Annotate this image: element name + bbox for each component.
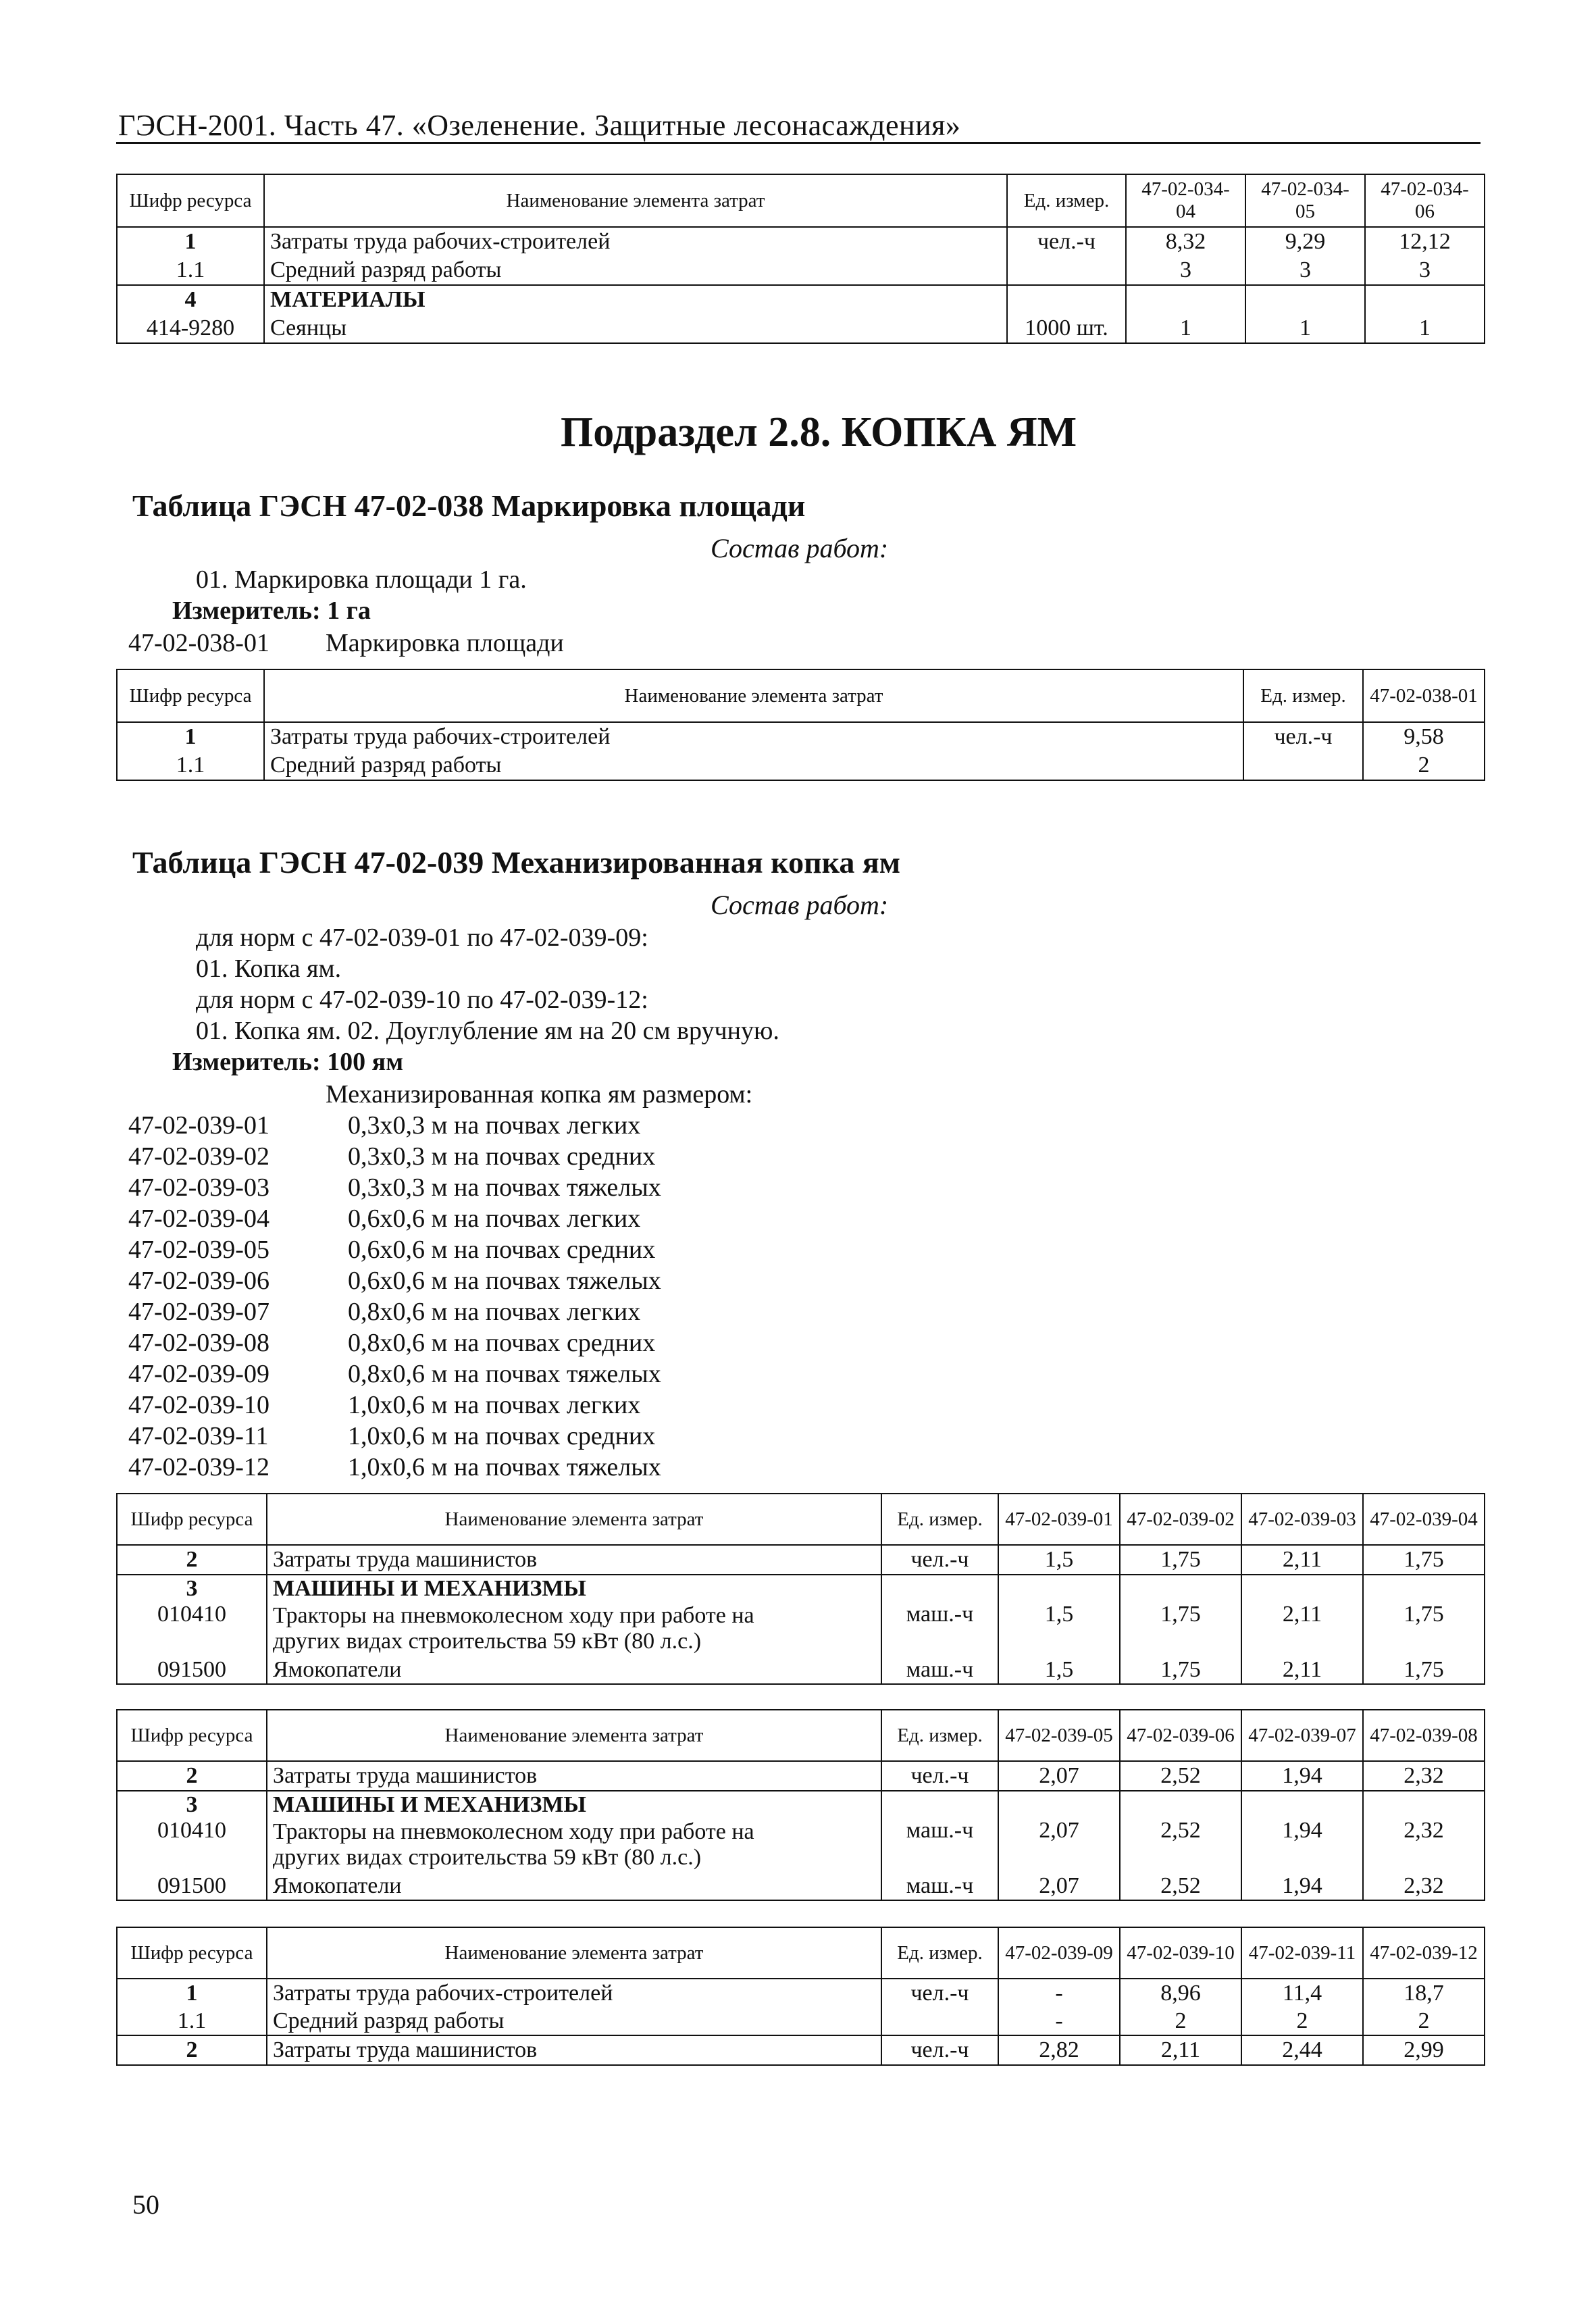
table-034	[116, 174, 1485, 344]
row-code: 3	[117, 1791, 267, 1818]
row-unit: маш.-ч	[881, 1872, 998, 1900]
table-row	[117, 1545, 1485, 1575]
table-039-a	[116, 1493, 1485, 1685]
table-row	[117, 1575, 1485, 1602]
col-name-header: Наименование элемента затрат	[264, 174, 1007, 227]
col-norm-header: 47-02-034-04	[1126, 174, 1245, 227]
row-value: 2,32	[1363, 1761, 1485, 1791]
empty-cell	[1363, 1575, 1485, 1602]
row-value: 2,11	[1241, 1602, 1363, 1656]
row-value: 2,52	[1120, 1872, 1241, 1900]
row-value: 1,94	[1241, 1818, 1363, 1872]
norm-desc: 0,8х0,6 м на почвах тяжелых	[348, 1360, 661, 1388]
row-name: Средний разряд работы	[264, 751, 1243, 780]
table-row	[117, 751, 1485, 780]
work-item: 01. Копка ям. 02. Доуглубление ям на 20 см вручную.	[196, 1017, 779, 1045]
row-value: 8,32	[1126, 227, 1245, 255]
norm-desc: 0,6х0,6 м на почвах средних	[348, 1236, 656, 1264]
table-039-c	[116, 1927, 1485, 2066]
empty-cell	[1120, 1575, 1241, 1602]
norm-desc: 0,3х0,3 м на почвах средних	[348, 1142, 656, 1171]
row-value: 2,11	[1120, 2035, 1241, 2065]
table-row	[117, 1872, 1485, 1900]
table-row	[117, 1602, 1485, 1656]
table-row	[117, 1791, 1485, 1818]
row-name: Средний разряд работы	[267, 2007, 881, 2035]
running-header: ГЭСН-2001. Часть 47. «Озеленение. Защитные лесонасаждения»	[118, 109, 961, 142]
norm-code: 47-02-039-01	[128, 1111, 269, 1140]
col-norm-header: 47-02-034-06	[1365, 174, 1485, 227]
row-code: 1	[117, 1979, 267, 2007]
row-name: Затраты труда машинистов	[267, 1761, 881, 1791]
norm-code: 47-02-039-10	[128, 1391, 269, 1419]
norm-desc: 0,6х0,6 м на почвах легких	[348, 1204, 641, 1233]
row-value	[1245, 285, 1365, 313]
row-code: 091500	[117, 1872, 267, 1900]
row-value	[1365, 285, 1485, 313]
work-item: для норм с 47-02-039-01 по 47-02-039-09:	[196, 923, 648, 952]
row-value: 3	[1126, 255, 1245, 285]
row-code: 2	[117, 1545, 267, 1575]
col-norm-header: 47-02-039-12	[1363, 1927, 1485, 1979]
row-unit: маш.-ч	[881, 1656, 998, 1684]
row-value: 2,32	[1363, 1818, 1485, 1872]
norm-desc: 0,3х0,3 м на почвах легких	[348, 1111, 641, 1140]
col-name-header: Наименование элемента затрат	[267, 1710, 881, 1761]
row-name-line: других видах строительства 59 кВт (80 л.с.)	[273, 1845, 702, 1870]
row-value: 2,82	[998, 2035, 1120, 2065]
row-value: 2	[1363, 751, 1485, 780]
measure-unit: Измеритель: 100 ям	[172, 1048, 404, 1076]
col-name-header: Наименование элемента затрат	[267, 1494, 881, 1545]
row-code: 1	[117, 722, 264, 751]
row-unit: чел.-ч	[1243, 722, 1363, 751]
row-unit	[1243, 751, 1363, 780]
table-039-b	[116, 1709, 1485, 1901]
row-name: Средний разряд работы	[264, 255, 1007, 285]
norm-desc: 0,8х0,6 м на почвах средних	[348, 1329, 656, 1357]
works-label: Состав работ:	[711, 890, 889, 920]
row-code: 1	[117, 227, 264, 255]
table-row	[117, 1818, 1485, 1872]
norm-desc: 1,0х0,6 м на почвах тяжелых	[348, 1453, 661, 1481]
row-name: Ямокопатели	[267, 1872, 881, 1900]
row-code: 010410	[117, 1818, 267, 1872]
col-norm-header: 47-02-039-08	[1363, 1710, 1485, 1761]
work-item: для норм с 47-02-039-10 по 47-02-039-12:	[196, 986, 648, 1014]
col-name-header: Наименование элемента затрат	[267, 1927, 881, 1979]
col-code-header: Шифр ресурса	[117, 1927, 267, 1979]
col-norm-header: 47-02-039-06	[1120, 1710, 1241, 1761]
row-code: 1.1	[117, 2007, 267, 2035]
row-name: Затраты труда машинистов	[267, 2035, 881, 2065]
col-norm-header: 47-02-039-11	[1241, 1927, 1363, 1979]
row-value: 1,75	[1363, 1656, 1485, 1684]
row-unit: маш.-ч	[881, 1818, 998, 1872]
col-norm-header: 47-02-039-07	[1241, 1710, 1363, 1761]
empty-cell	[998, 1575, 1120, 1602]
row-value: 2	[1363, 2007, 1485, 2035]
col-code-header: Шифр ресурса	[117, 174, 264, 227]
col-norm-header: 47-02-038-01	[1363, 669, 1485, 722]
norm-code: 47-02-039-03	[128, 1173, 269, 1202]
row-value: -	[998, 1979, 1120, 2007]
row-code: 2	[117, 2035, 267, 2065]
norm-desc: 0,3х0,3 м на почвах тяжелых	[348, 1173, 661, 1202]
empty-cell	[1363, 1791, 1485, 1818]
work-item: 01. Маркировка площади 1 га.	[196, 565, 527, 594]
row-unit: чел.-ч	[1007, 227, 1126, 255]
col-norm-header: 47-02-039-03	[1241, 1494, 1363, 1545]
col-norm-header: 47-02-034-05	[1245, 174, 1365, 227]
row-code: 4	[117, 285, 264, 313]
norm-code: 47-02-039-04	[128, 1204, 269, 1233]
row-value: 2,52	[1120, 1761, 1241, 1791]
row-name: Затраты труда рабочих-строителей	[267, 1979, 881, 2007]
empty-cell	[881, 1791, 998, 1818]
row-name	[267, 1818, 881, 1872]
table-row	[117, 2007, 1485, 2035]
table-row	[117, 255, 1485, 285]
norm-code: 47-02-039-05	[128, 1236, 269, 1264]
row-name: МАТЕРИАЛЫ	[264, 285, 1007, 313]
table-038	[116, 669, 1485, 781]
row-value: 2	[1120, 2007, 1241, 2035]
col-norm-header: 47-02-039-04	[1363, 1494, 1485, 1545]
col-unit-header: Ед. измер.	[881, 1494, 998, 1545]
row-value: 2,07	[998, 1761, 1120, 1791]
col-unit-header: Ед. измер.	[1243, 669, 1363, 722]
row-unit: 1000 шт.	[1007, 313, 1126, 343]
row-value: 1	[1126, 313, 1245, 343]
row-value: 1,75	[1120, 1545, 1241, 1575]
table-row	[117, 285, 1485, 313]
header-rule	[116, 142, 1481, 144]
norm-desc: 0,8х0,6 м на почвах легких	[348, 1298, 641, 1326]
row-value: 2,99	[1363, 2035, 1485, 2065]
col-norm-header: 47-02-039-01	[998, 1494, 1120, 1545]
row-name: Затраты труда рабочих-строителей	[264, 722, 1243, 751]
row-code: 010410	[117, 1602, 267, 1656]
row-value: 2,07	[998, 1818, 1120, 1872]
table-row	[117, 722, 1485, 751]
row-name	[267, 1602, 881, 1656]
row-value: 1,75	[1120, 1656, 1241, 1684]
empty-cell	[1241, 1791, 1363, 1818]
row-value: 1,5	[998, 1656, 1120, 1684]
row-name: Сеянцы	[264, 313, 1007, 343]
row-code: 414-9280	[117, 313, 264, 343]
row-value: 12,12	[1365, 227, 1485, 255]
row-value: 2,11	[1241, 1545, 1363, 1575]
table-row	[117, 313, 1485, 343]
norm-code: 47-02-038-01	[128, 629, 269, 657]
row-code: 2	[117, 1761, 267, 1791]
row-value: 2,44	[1241, 2035, 1363, 2065]
row-name-line: других видах строительства 59 кВт (80 л.с.)	[273, 1629, 702, 1654]
page-number: 50	[132, 2189, 159, 2220]
row-value: -	[998, 2007, 1120, 2035]
row-value: 3	[1245, 255, 1365, 285]
norm-code: 47-02-039-02	[128, 1142, 269, 1171]
norm-code: 47-02-039-09	[128, 1360, 269, 1388]
col-norm-header: 47-02-039-10	[1120, 1927, 1241, 1979]
row-value: 1,94	[1241, 1761, 1363, 1791]
row-value: 9,29	[1245, 227, 1365, 255]
norm-desc: 1,0х0,6 м на почвах средних	[348, 1422, 656, 1450]
table-038-title: Таблица ГЭСН 47-02-038 Маркировка площади	[132, 488, 806, 523]
row-code: 091500	[117, 1656, 267, 1684]
norm-code: 47-02-039-12	[128, 1453, 269, 1481]
row-unit: чел.-ч	[881, 1545, 998, 1575]
row-name: МАШИНЫ И МЕХАНИЗМЫ	[267, 1791, 881, 1818]
norm-code: 47-02-039-06	[128, 1267, 269, 1295]
table-row	[117, 1656, 1485, 1684]
norm-code: 47-02-039-08	[128, 1329, 269, 1357]
row-name: Затраты труда машинистов	[267, 1545, 881, 1575]
table-row	[117, 1979, 1485, 2007]
table-row	[117, 227, 1485, 255]
row-name: МАШИНЫ И МЕХАНИЗМЫ	[267, 1575, 881, 1602]
row-value: 1	[1245, 313, 1365, 343]
row-value: 1,75	[1363, 1602, 1485, 1656]
norm-desc: 0,6х0,6 м на почвах тяжелых	[348, 1267, 661, 1295]
row-unit: маш.-ч	[881, 1602, 998, 1656]
empty-cell	[1120, 1791, 1241, 1818]
row-value: 2,52	[1120, 1818, 1241, 1872]
row-code: 1.1	[117, 751, 264, 780]
col-code-header: Шифр ресурса	[117, 669, 264, 722]
row-unit	[881, 2007, 998, 2035]
list-intro: Механизированная копка ям размером:	[326, 1080, 753, 1109]
row-value: 1,5	[998, 1545, 1120, 1575]
norm-name: Маркировка площади	[326, 629, 564, 657]
row-unit: чел.-ч	[881, 1979, 998, 2007]
col-code-header: Шифр ресурса	[117, 1494, 267, 1545]
row-value	[1126, 285, 1245, 313]
col-unit-header: Ед. измер.	[1007, 174, 1126, 227]
row-unit	[1007, 285, 1126, 313]
table-039-title: Таблица ГЭСН 47-02-039 Механизированная копка ям	[132, 845, 901, 880]
norm-code: 47-02-039-07	[128, 1298, 269, 1326]
row-value: 9,58	[1363, 722, 1485, 751]
row-unit: чел.-ч	[881, 1761, 998, 1791]
row-name: Затраты труда рабочих-строителей	[264, 227, 1007, 255]
row-value: 1,94	[1241, 1872, 1363, 1900]
row-code: 1.1	[117, 255, 264, 285]
row-name: Ямокопатели	[267, 1656, 881, 1684]
norm-desc: 1,0х0,6 м на почвах легких	[348, 1391, 641, 1419]
row-value: 2,32	[1363, 1872, 1485, 1900]
row-value: 3	[1365, 255, 1485, 285]
empty-cell	[881, 1575, 998, 1602]
col-code-header: Шифр ресурса	[117, 1710, 267, 1761]
row-value: 2	[1241, 2007, 1363, 2035]
row-value: 2,11	[1241, 1656, 1363, 1684]
col-unit-header: Ед. измер.	[881, 1927, 998, 1979]
empty-cell	[1241, 1575, 1363, 1602]
col-norm-header: 47-02-039-05	[998, 1710, 1120, 1761]
col-unit-header: Ед. измер.	[881, 1710, 998, 1761]
row-value: 1,5	[998, 1602, 1120, 1656]
row-name-line: Тракторы на пневмоколесном ходу при работе на	[273, 1603, 754, 1628]
row-value: 11,4	[1241, 1979, 1363, 2007]
table-row	[117, 1761, 1485, 1791]
row-value: 8,96	[1120, 1979, 1241, 2007]
row-value: 1	[1365, 313, 1485, 343]
row-name-line: Тракторы на пневмоколесном ходу при работе на	[273, 1819, 754, 1844]
row-value: 18,7	[1363, 1979, 1485, 2007]
table-row	[117, 2035, 1485, 2065]
norm-code: 47-02-039-11	[128, 1422, 269, 1450]
measure-unit: Измеритель: 1 га	[172, 596, 371, 625]
subsection-title: Подраздел 2.8. КОПКА ЯМ	[561, 409, 1077, 455]
empty-cell	[998, 1791, 1120, 1818]
row-value: 1,75	[1120, 1602, 1241, 1656]
work-item: 01. Копка ям.	[196, 955, 342, 983]
row-value: 1,75	[1363, 1545, 1485, 1575]
col-norm-header: 47-02-039-09	[998, 1927, 1120, 1979]
row-unit	[1007, 255, 1126, 285]
col-name-header: Наименование элемента затрат	[264, 669, 1243, 722]
col-norm-header: 47-02-039-02	[1120, 1494, 1241, 1545]
works-label: Состав работ:	[711, 533, 889, 563]
row-unit: чел.-ч	[881, 2035, 998, 2065]
row-value: 2,07	[998, 1872, 1120, 1900]
row-code: 3	[117, 1575, 267, 1602]
